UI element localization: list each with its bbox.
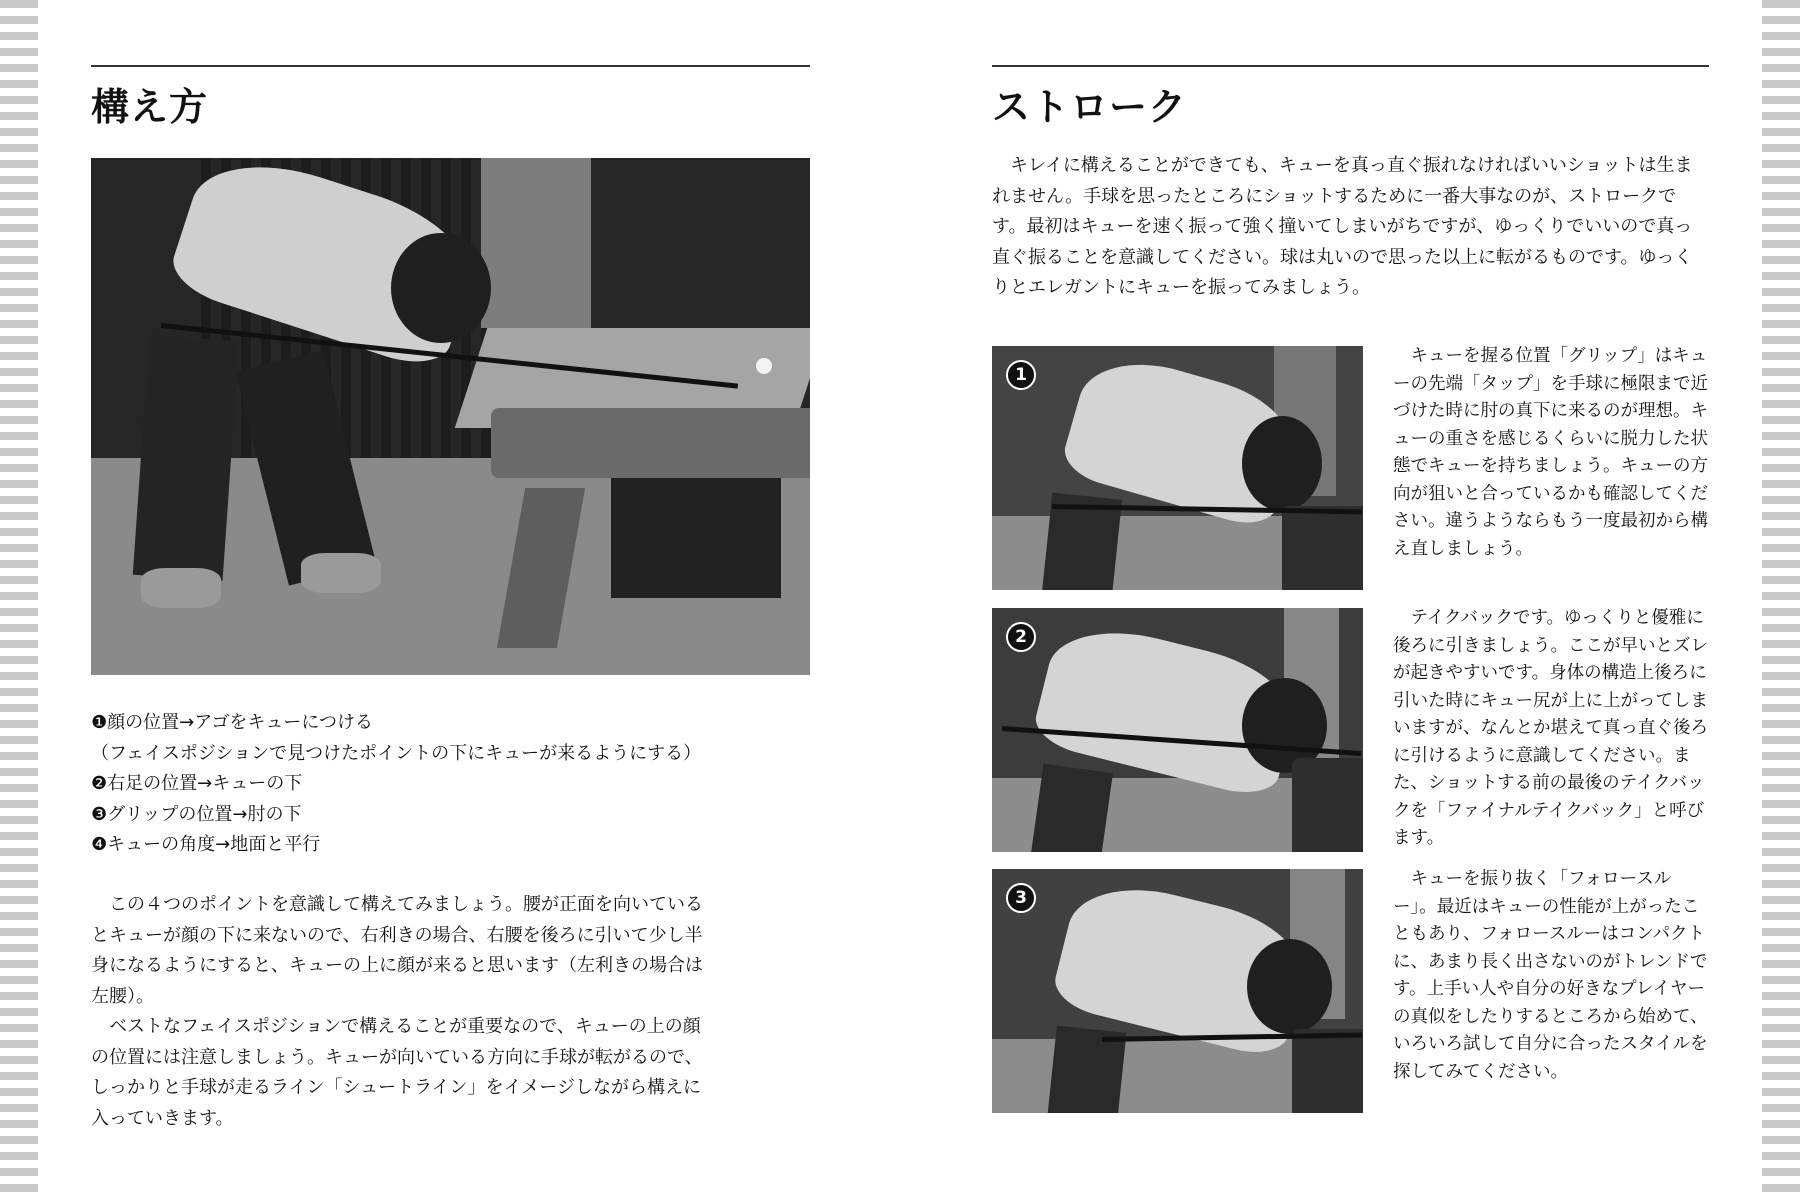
left-page-title: 構え方 — [91, 85, 209, 129]
page-edge-stripe-left — [0, 0, 38, 1200]
stroke-intro — [992, 151, 1709, 304]
checklist-item: ❷右足の位置→キューの下 — [91, 773, 303, 794]
right-page — [992, 0, 1709, 1200]
stroke-step-photo-2 — [992, 608, 1363, 852]
body-paragraph: ベストなフェイスポジションで構えることが重要なので、キューの上の顔の位置には注意しましょう。キューが向いている方向に手球が転がるので、しっかりと手球が走るライン「シュートライン」をイメージしながら構えに入っていきます。 — [91, 1016, 703, 1129]
step-number-badge: 1 — [1006, 360, 1036, 390]
right-page-title: ストローク — [992, 85, 1188, 129]
heading-rule — [91, 65, 810, 67]
checklist-item: ❸グリップの位置→肘の下 — [91, 803, 302, 825]
stance-photo — [91, 158, 810, 675]
step-number-badge: 2 — [1006, 622, 1036, 652]
checklist-item: ❶顔の位置→アゴをキューにつける — [91, 712, 373, 733]
heading-rule — [992, 65, 1709, 67]
intro-paragraph: キレイに構えることができても、キューを真っ直ぐ振れなければいいショットは生まれません。手球を思ったところにショットするために一番大事なのが、ストロークです。最初はキューを速く振って強く撞いてしまいがちですが、ゆっくりでいいので真っ直ぐ振ることを意識してください。球は丸いので思った以上に転がるものです。ゆっくりとエレガントにキューを振ってみましょう。 — [992, 155, 1693, 298]
stroke-step-photo-3 — [992, 869, 1363, 1113]
checklist-item: ❹キューの角度→地面と平行 — [91, 834, 321, 855]
stroke-step-caption-2: テイクバックです。ゆっくりと優雅に後ろに引きましょう。ここが早いとズレが起きやすいです。身体の構造上後ろに引いた時にキュー尻が上に上がってしまいますが、なんとか堪えて真っ直ぐ後ろに引けるように意識してください。また、ショットする前の最後のテイクバックを「ファイナルテイクバック」と呼びます。 — [1393, 608, 1708, 848]
stance-body-text — [91, 890, 717, 1134]
checklist-item: （フェイスポジションで見つけたポイントの下にキューが来るようにする） — [91, 742, 702, 764]
page-edge-stripe-right — [1762, 0, 1800, 1200]
step-number-badge: 3 — [1006, 883, 1036, 913]
stroke-step-caption-3: キューを振り抜く「フォロースルー」。最近はキューの性能が上がったこともあり、フォロースルーはコンパクトに、あまり長く出さないのがトレンドです。上手い人や自分の好きなプレイヤーの真似をしたりするところから始めて、いろいろ試して自分に合ったスタイルを探してみてください。 — [1393, 869, 1708, 1082]
stroke-step-caption-1: キューを握る位置「グリップ」はキューの先端「タップ」を手球に極限まで近づけた時に肘の真下に来るのが理想。キューの重さを感じるくらいに脱力した状態でキューを持ちましょう。キューの方向が狙いと合っているかも確認してください。違うようならもう一度最初から構え直しましょう。 — [1393, 346, 1708, 559]
stroke-step-photo-1 — [992, 346, 1363, 590]
body-paragraph: この４つのポイントを意識して構えてみましょう。腰が正面を向いているとキューが顔の下に来ないので、右利きの場合、右腰を後ろに引いて少し半身になるようにすると、キューの上に顔が来ると思います（左利きの場合は左腰）。 — [91, 894, 703, 1007]
left-page — [91, 0, 810, 1200]
stance-checklist — [91, 708, 810, 861]
